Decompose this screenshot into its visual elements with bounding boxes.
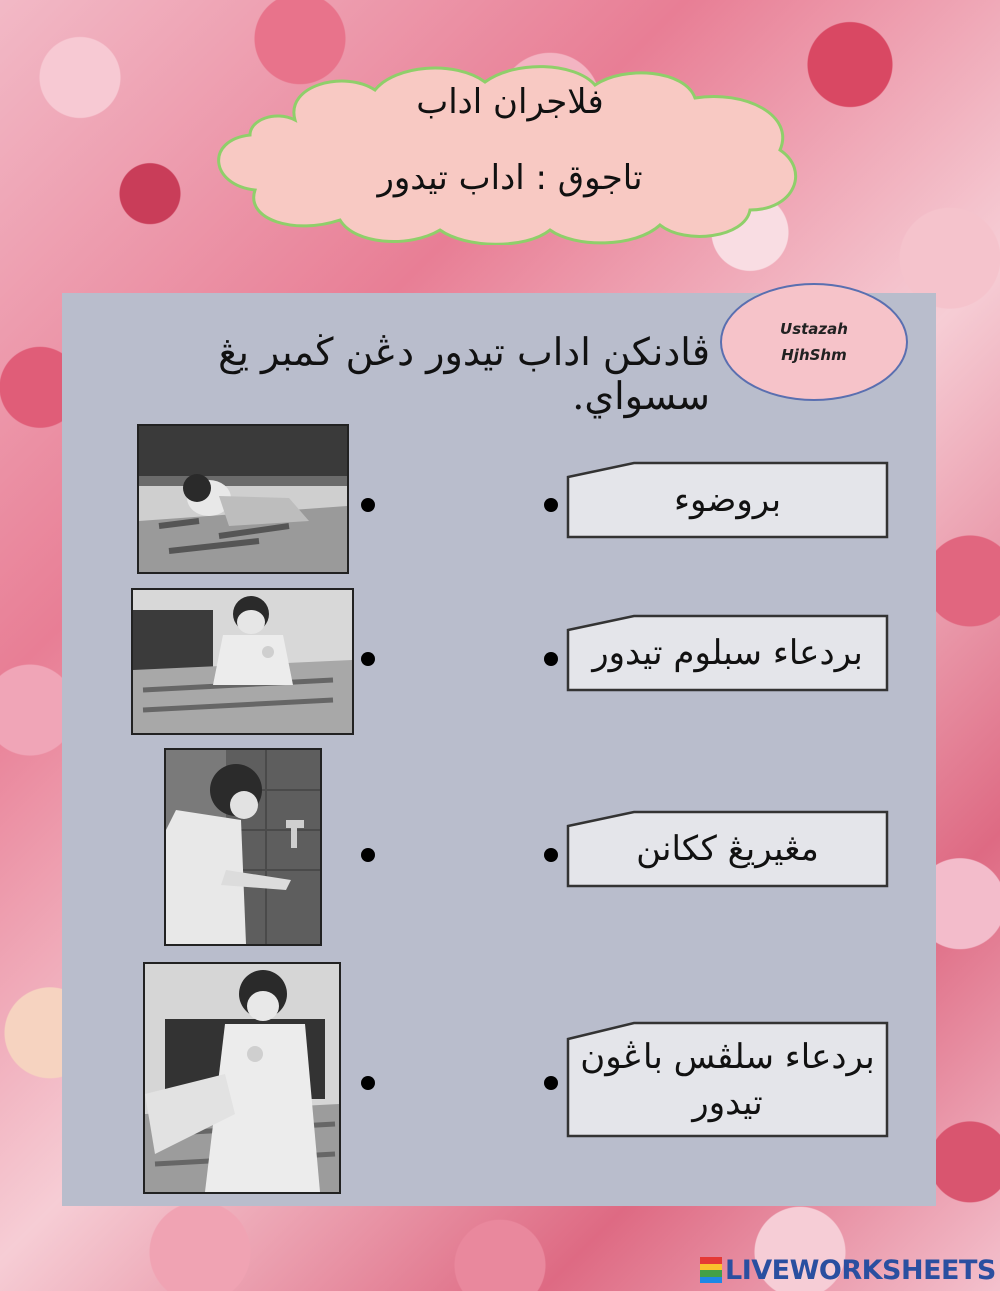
praying-sitting-illustration [145, 964, 339, 1192]
worksheet-topic: تاجوق : اداب تيدور [377, 158, 643, 198]
sleeping-photo [137, 424, 349, 574]
liveworksheets-icon [700, 1257, 722, 1283]
washing-hands-photo [164, 748, 322, 946]
liveworksheets-logo [700, 1255, 996, 1285]
label-text-1: بروضوء [673, 480, 782, 520]
photo-connector-dot-1[interactable] [361, 498, 375, 512]
photo-connector-dot-4[interactable] [361, 1076, 375, 1090]
worksheet-title: فلاجران اداب [416, 82, 604, 122]
sleeping-illustration [139, 426, 347, 572]
label-text-3: مڠيريڠ ككانن [636, 829, 819, 869]
title-cloud [205, 60, 815, 245]
label-connector-dot-1[interactable] [544, 498, 558, 512]
author-badge [720, 283, 908, 401]
label-text-4: بردعاء سلڤس باڠون تيدور [580, 1036, 875, 1123]
label-text-2: بردعاء سبلوم تيدور [592, 633, 863, 673]
label-connector-dot-2[interactable] [544, 652, 558, 666]
author-badge-line1: Ustazah [780, 320, 848, 338]
label-card-3 [566, 810, 889, 888]
label-connector-dot-3[interactable] [544, 848, 558, 862]
label-card-4 [566, 1021, 889, 1138]
photo-connector-dot-2[interactable] [361, 652, 375, 666]
brand-icon-stripe-4 [700, 1277, 722, 1284]
liveworksheets-text: LIVEWORKSHEETS [725, 1254, 996, 1286]
label-connector-dot-4[interactable] [544, 1076, 558, 1090]
instruction-text: ڤادنكن اداب تيدور دڠن ڬمبر يڠ سسواي. [218, 330, 710, 418]
label-card-1 [566, 461, 889, 539]
author-badge-line2: HjhShm [781, 346, 847, 364]
photo-connector-dot-3[interactable] [361, 848, 375, 862]
praying-sitting-photo [143, 962, 341, 1194]
washing-hands-illustration [166, 750, 320, 944]
praying-in-bed-photo [131, 588, 354, 735]
praying-in-bed-illustration [133, 590, 352, 733]
label-card-2 [566, 614, 889, 692]
